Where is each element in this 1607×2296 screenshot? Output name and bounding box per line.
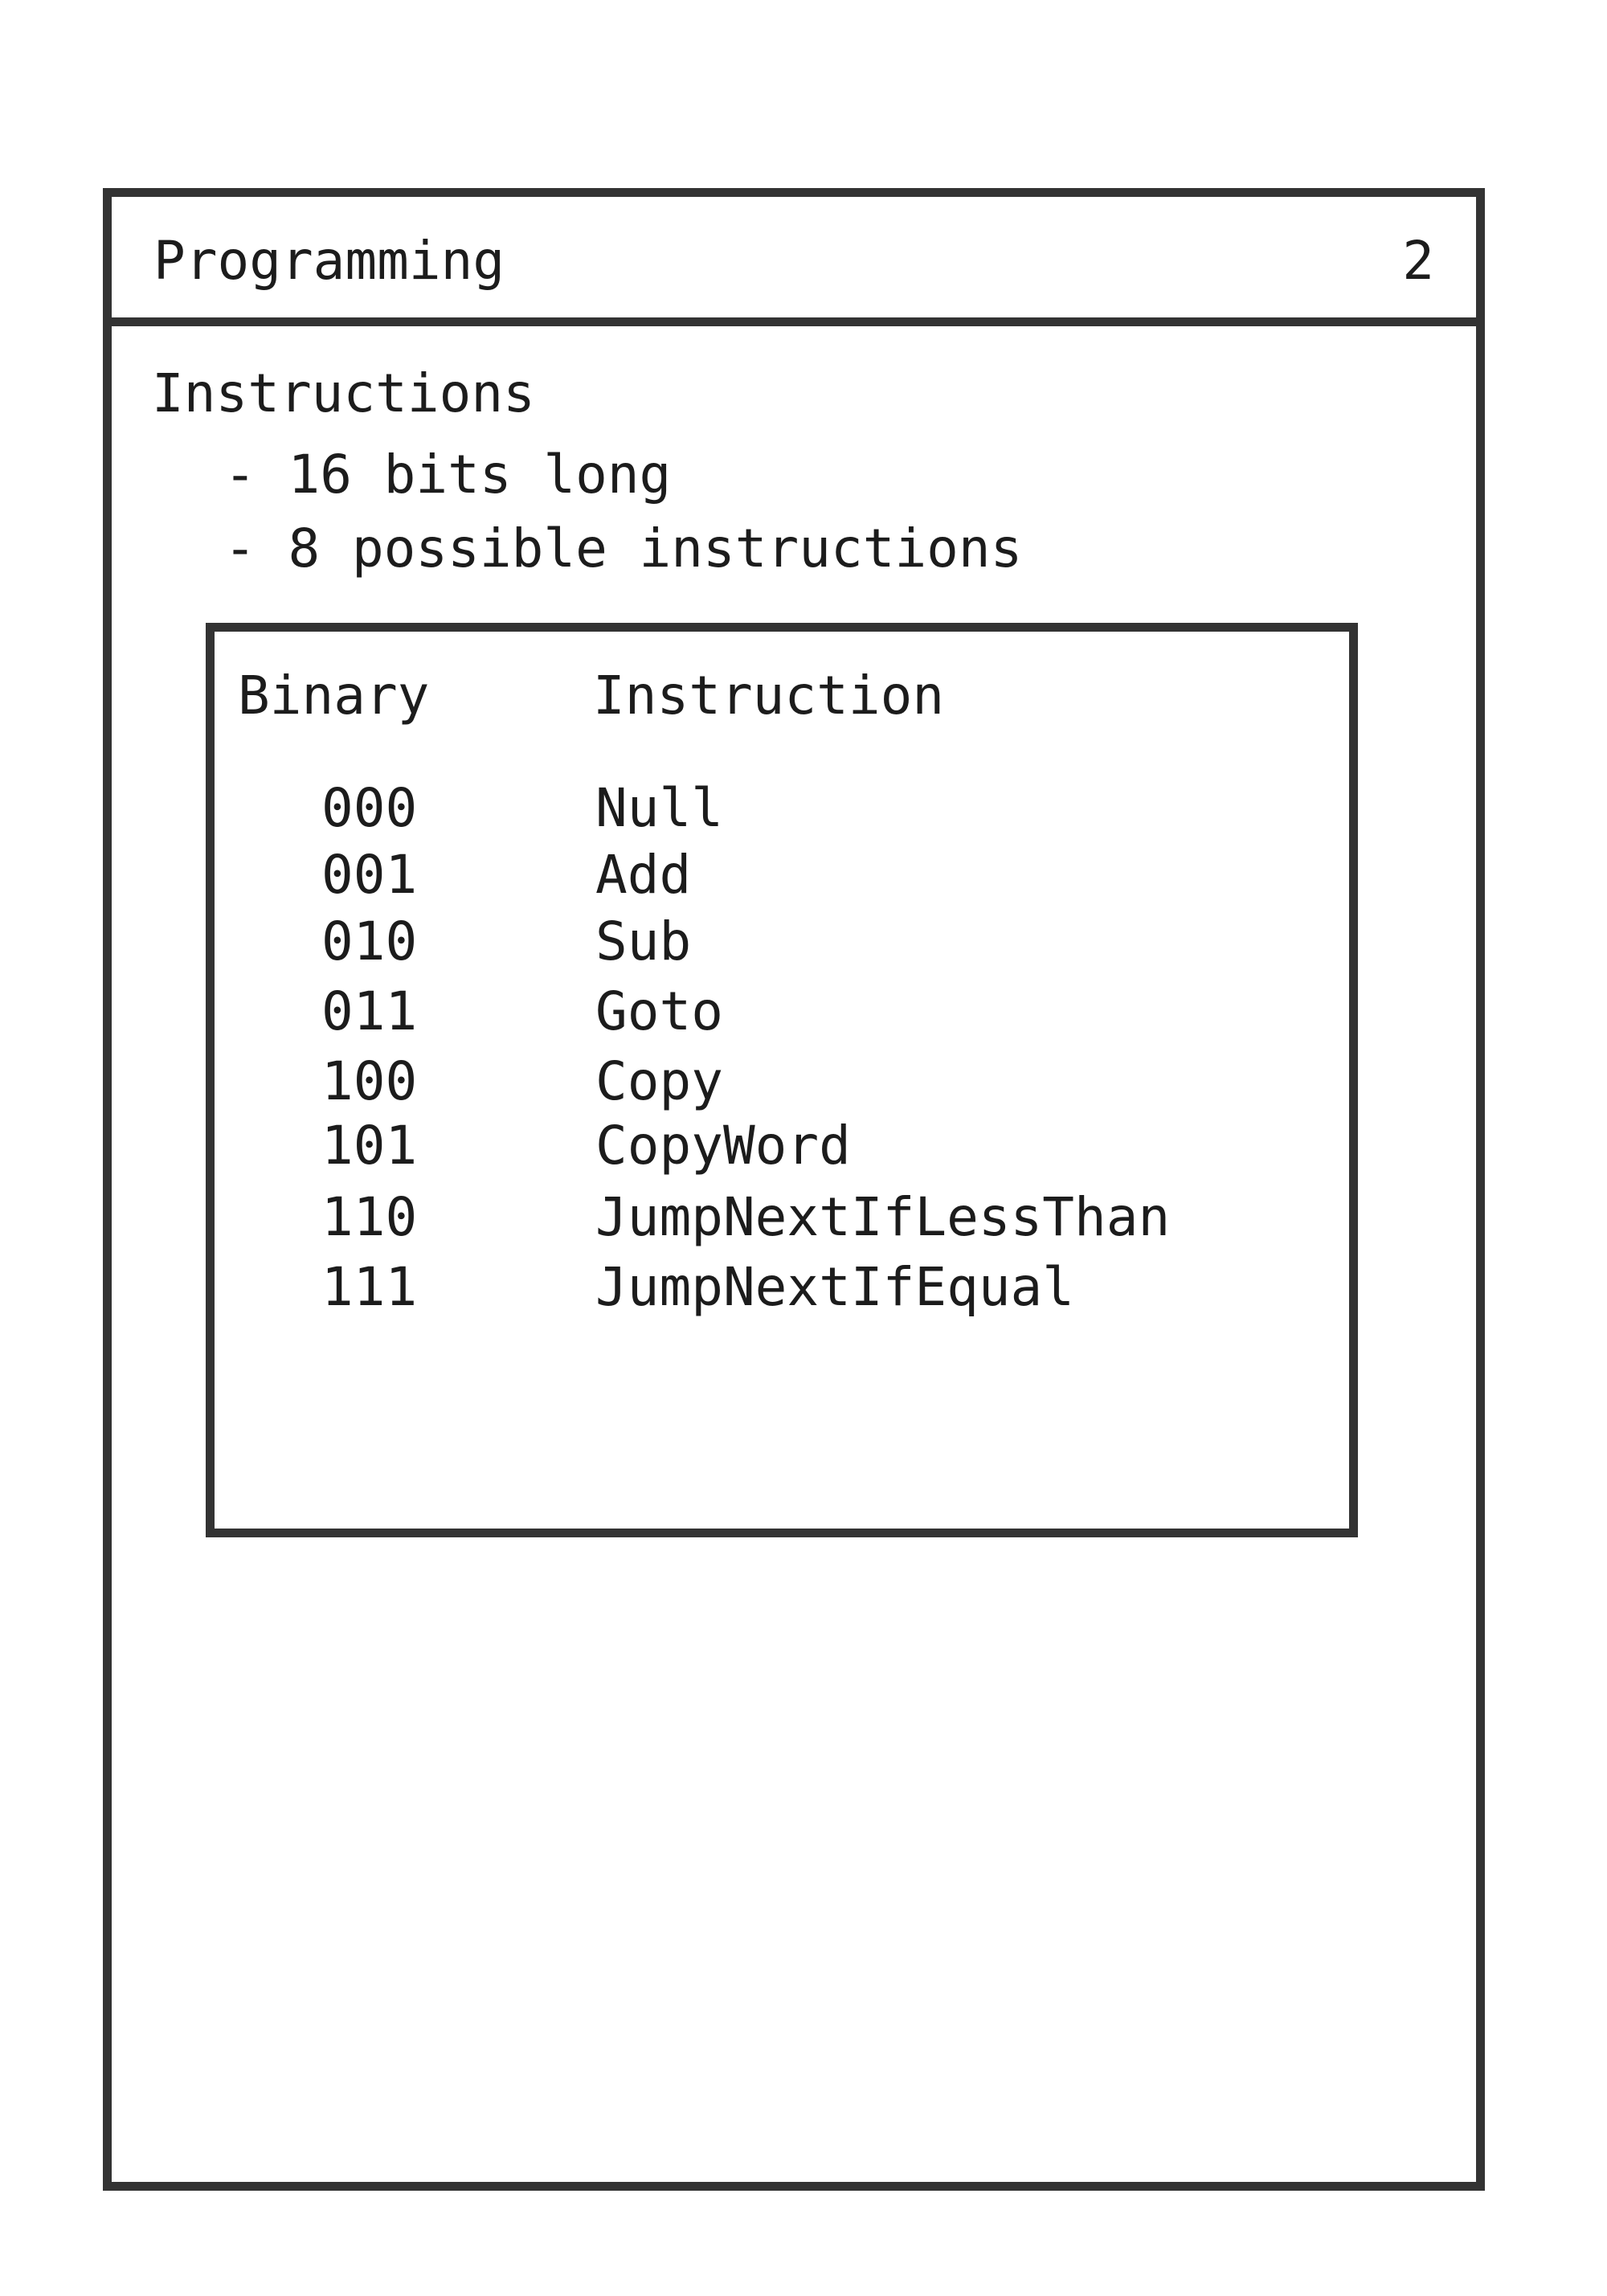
- instruction-name: Copy: [595, 1050, 723, 1112]
- section-heading: Instructions: [152, 362, 535, 424]
- bullet-item: - 16 bits long: [224, 444, 672, 505]
- table-row: [215, 980, 1349, 1044]
- instruction-name: Sub: [595, 911, 692, 972]
- card-header: [112, 197, 1476, 326]
- instruction-name: Add: [595, 844, 692, 906]
- table-row: [215, 1050, 1349, 1114]
- instruction-name: Null: [595, 777, 723, 839]
- column-header-binary: Binary: [238, 665, 430, 726]
- binary-code: 110: [321, 1186, 418, 1248]
- table-row: [215, 1185, 1349, 1250]
- instruction-card: [103, 188, 1485, 2191]
- table-row: [215, 910, 1349, 974]
- binary-code: 111: [321, 1256, 418, 1318]
- binary-code: 100: [321, 1050, 418, 1112]
- binary-code: 011: [321, 980, 418, 1042]
- binary-code: 101: [321, 1115, 418, 1177]
- instruction-name: CopyWord: [595, 1115, 851, 1177]
- card-title: Programming: [153, 230, 505, 292]
- instruction-table: [206, 623, 1358, 1537]
- card-number: 2: [1402, 230, 1434, 292]
- binary-code: 000: [321, 777, 418, 839]
- instruction-name: JumpNextIfEqual: [595, 1256, 1075, 1318]
- bullet-item: - 8 possible instructions: [224, 518, 1023, 579]
- table-row: [215, 776, 1349, 841]
- table-row: [215, 1114, 1349, 1178]
- table-row: [215, 1255, 1349, 1320]
- column-header-instruction: Instruction: [593, 665, 945, 726]
- instruction-name: JumpNextIfLessThan: [595, 1186, 1171, 1248]
- instruction-name: Goto: [595, 980, 723, 1042]
- binary-code: 001: [321, 844, 418, 906]
- table-row: [215, 843, 1349, 907]
- binary-code: 010: [321, 911, 418, 972]
